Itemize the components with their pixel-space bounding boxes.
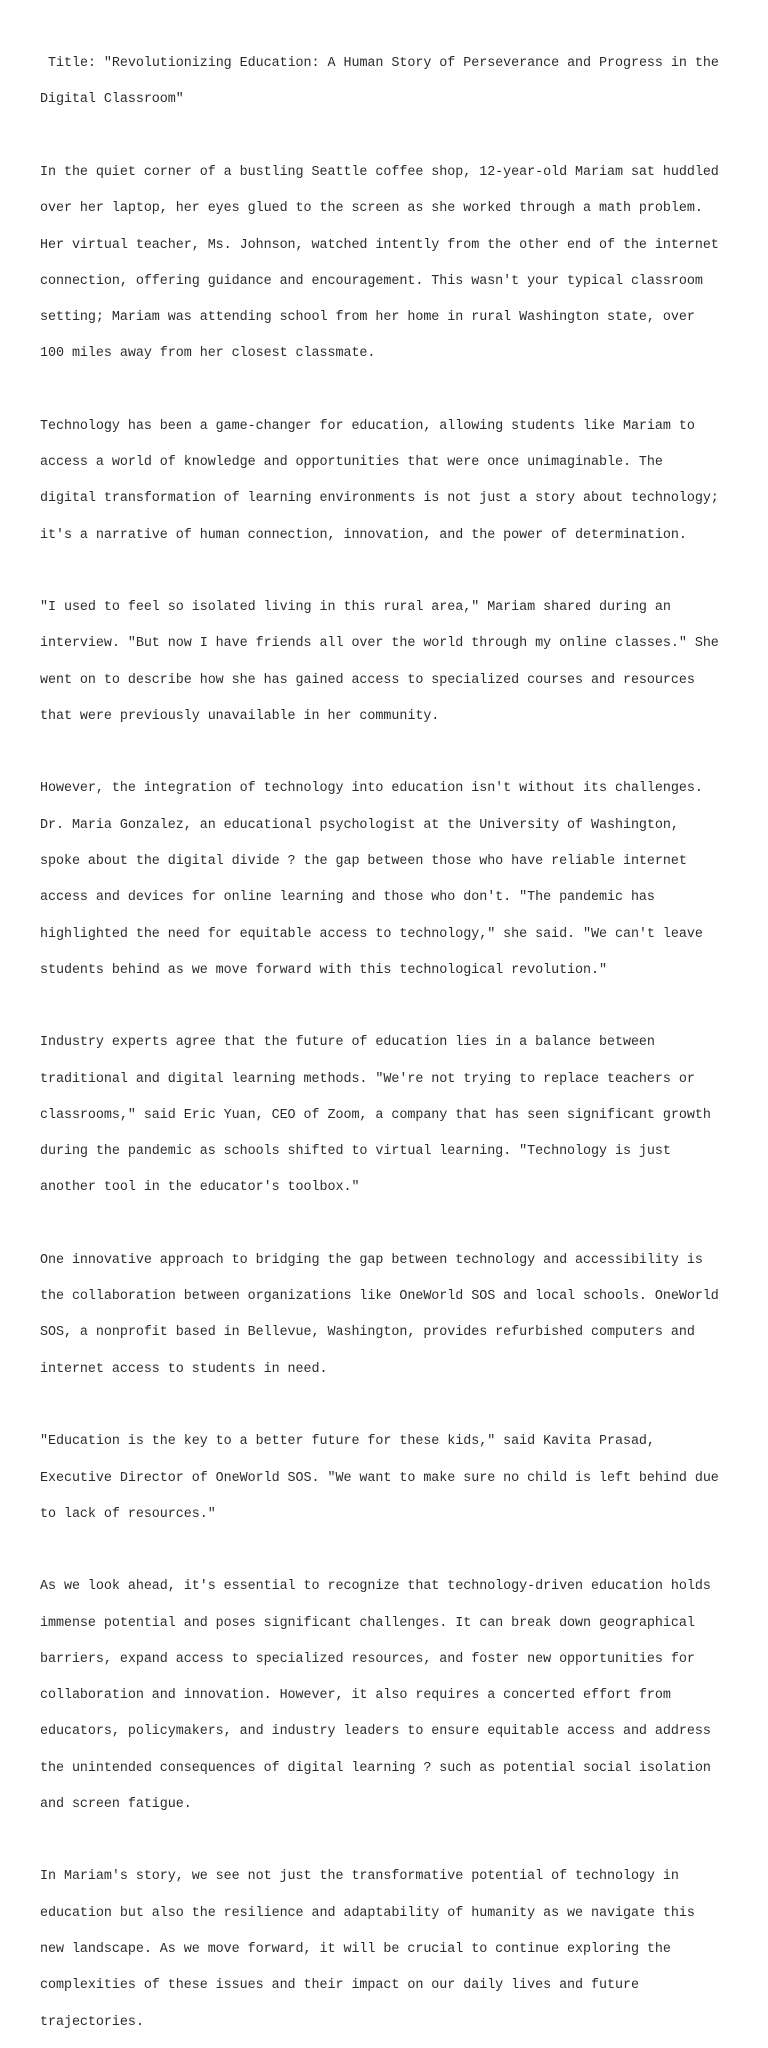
paragraph-challenges <box>40 759 730 1001</box>
text-line: digital transformation of learning environments is not just a story about technology; <box>40 491 719 507</box>
text-line: Executive Director of OneWorld SOS. "We want to make sure no child is left behind due <box>40 1470 719 1486</box>
text-line: classrooms," said Eric Yuan, CEO of Zoom, a company that has seen significant growth <box>40 1107 711 1123</box>
paragraph-technology <box>40 397 730 566</box>
text-line: Her virtual teacher, Ms. Johnson, watched intently from the other end of the internet <box>40 237 719 253</box>
text-line: 100 miles away from her closest classmate. <box>40 346 376 362</box>
text-line: setting; Mariam was attending school from her home in rural Washington state, over <box>40 310 695 326</box>
text-line: another tool in the educator's toolbox." <box>40 1180 360 1196</box>
text-line: and screen fatigue. <box>40 1796 192 1812</box>
text-line: complexities of these issues and their impact on our daily lives and future <box>40 1978 639 1994</box>
paragraph-industry <box>40 1013 730 1219</box>
text-line: As we look ahead, it's essential to recognize that technology-driven education holds <box>40 1579 711 1595</box>
text-line: Industry experts agree that the future of education lies in a balance between <box>40 1035 655 1051</box>
text-line: barriers, expand access to specialized resources, and foster new opportunities for <box>40 1651 695 1667</box>
paragraph-oneworld <box>40 1231 730 1400</box>
text-line: In Mariam's story, we see not just the transformative potential of technology in <box>40 1869 679 1885</box>
text-line: Technology has been a game-changer for education, allowing students like Mariam to <box>40 418 695 434</box>
text-line: the collaboration between organizations like OneWorld SOS and local schools. OneWorld <box>40 1289 719 1305</box>
text-line: to lack of resources." <box>40 1506 216 1522</box>
text-line: In the quiet corner of a bustling Seattle coffee shop, 12-year-old Mariam sat huddled <box>40 164 719 180</box>
text-line: collaboration and innovation. However, it also requires a concerted effort from <box>40 1688 671 1704</box>
title-line: Digital Classroom" <box>40 92 184 108</box>
text-line: Dr. Maria Gonzalez, an educational psychologist at the University of Washington, <box>40 817 679 833</box>
text-line: However, the integration of technology into education isn't without its challenges. <box>40 781 703 797</box>
text-line: spoke about the digital divide ? the gap between those who have reliable internet <box>40 854 687 869</box>
text-line: over her laptop, her eyes glued to the screen as she worked through a math problem. <box>40 201 703 217</box>
text-line: during the pandemic as schools shifted to virtual learning. "Technology is just <box>40 1144 671 1160</box>
text-line: highlighted the need for equitable access to technology," she said. "We can't leave <box>40 926 703 942</box>
text-line: interview. "But now I have friends all over the world through my online classes." She <box>40 636 719 652</box>
text-line: that were previously unavailable in her community. <box>40 708 440 724</box>
text-line: educators, policymakers, and industry leaders to ensure equitable access and address <box>40 1724 711 1740</box>
text-line: students behind as we move forward with this technological revolution." <box>40 962 607 978</box>
text-line: education but also the resilience and adaptability of humanity as we navigate this <box>40 1905 695 1921</box>
text-line: "I used to feel so isolated living in this rural area," Mariam shared during an <box>40 600 671 616</box>
paragraph-intro <box>40 143 730 385</box>
paragraph-conclusion <box>40 1847 730 2048</box>
text-line: access a world of knowledge and opportunities that were once unimaginable. The <box>40 455 663 471</box>
text-line: "Education is the key to a better future for these kids," said Kavita Prasad, <box>40 1434 655 1450</box>
text-line: trajectories. <box>40 2014 144 2030</box>
paragraph-outlook <box>40 1557 730 1835</box>
title-line: Title: "Revolutionizing Education: A Human Story of Perseverance and Progress in the <box>40 56 719 72</box>
document-page <box>40 34 730 2048</box>
paragraph-mariam-quote <box>40 578 730 747</box>
text-line: the unintended consequences of digital learning ? such as potential social isolation <box>40 1760 711 1776</box>
text-line: SOS, a nonprofit based in Bellevue, Washington, provides refurbished computers and <box>40 1325 695 1341</box>
document-title <box>40 34 730 131</box>
paragraph-prasad-quote <box>40 1412 730 1545</box>
text-line: traditional and digital learning methods. "We're not trying to replace teachers or <box>40 1071 695 1087</box>
text-line: access and devices for online learning and those who don't. "The pandemic has <box>40 890 655 906</box>
text-line: connection, offering guidance and encouragement. This wasn't your typical classroom <box>40 273 703 289</box>
text-line: new landscape. As we move forward, it will be crucial to continue exploring the <box>40 1941 671 1957</box>
text-line: it's a narrative of human connection, innovation, and the power of determination. <box>40 527 687 543</box>
text-line: went on to describe how she has gained access to specialized courses and resources <box>40 672 695 688</box>
text-line: One innovative approach to bridging the gap between technology and accessibility is <box>40 1252 703 1268</box>
text-line: internet access to students in need. <box>40 1361 328 1377</box>
text-line: immense potential and poses significant challenges. It can break down geographical <box>40 1615 695 1631</box>
